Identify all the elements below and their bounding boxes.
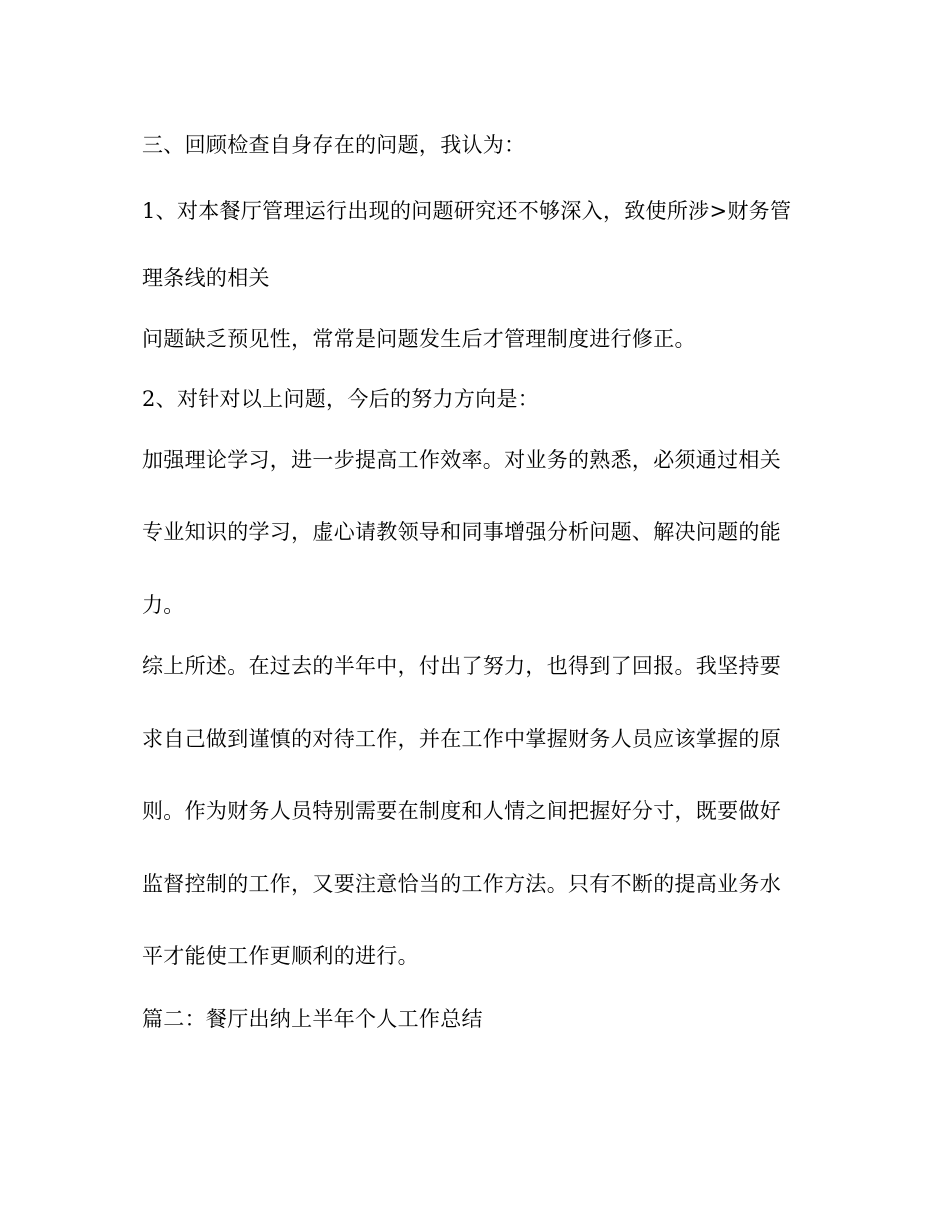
paragraph-line: 理条线的相关 (142, 266, 270, 290)
paragraph-line: 则。作为财务人员特别需要在制度和人情之间把握好分寸，既要做好 (142, 799, 781, 823)
paragraph-line: 监督控制的工作，又要注意恰当的工作方法。只有不断的提高业务水 (142, 872, 781, 896)
paragraph-line: 加强理论学习，进一步提高工作效率。对业务的熟悉，必须通过相关 (142, 448, 781, 472)
paragraph-line: 综上所述。在过去的半年中，付出了努力，也得到了回报。我坚持要 (142, 654, 781, 678)
section-heading-review: 三、回顾检查自身存在的问题，我认为： (142, 133, 526, 157)
paragraph-line: 问题缺乏预见性，常常是问题发生后才管理制度进行修正。 (142, 327, 696, 351)
paragraph-line: 力。 (142, 593, 185, 617)
paragraph-line: 1、对本餐厅管理运行出现的问题研究还不够深入，致使所涉>财务管 (142, 199, 792, 223)
paragraph-line: 求自己做到谨慎的对待工作，并在工作中掌握财务人员应该掌握的原 (142, 727, 781, 751)
paragraph-line: 平才能使工作更顺利的进行。 (142, 944, 419, 968)
paragraph-line: 专业知识的学习，虚心请教领导和同事增强分析问题、解决问题的能 (142, 520, 781, 544)
section-heading-part-two: 篇二：餐厅出纳上半年个人工作总结 (142, 1007, 483, 1031)
paragraph-line: 2、对针对以上问题，今后的努力方向是： (142, 387, 540, 411)
